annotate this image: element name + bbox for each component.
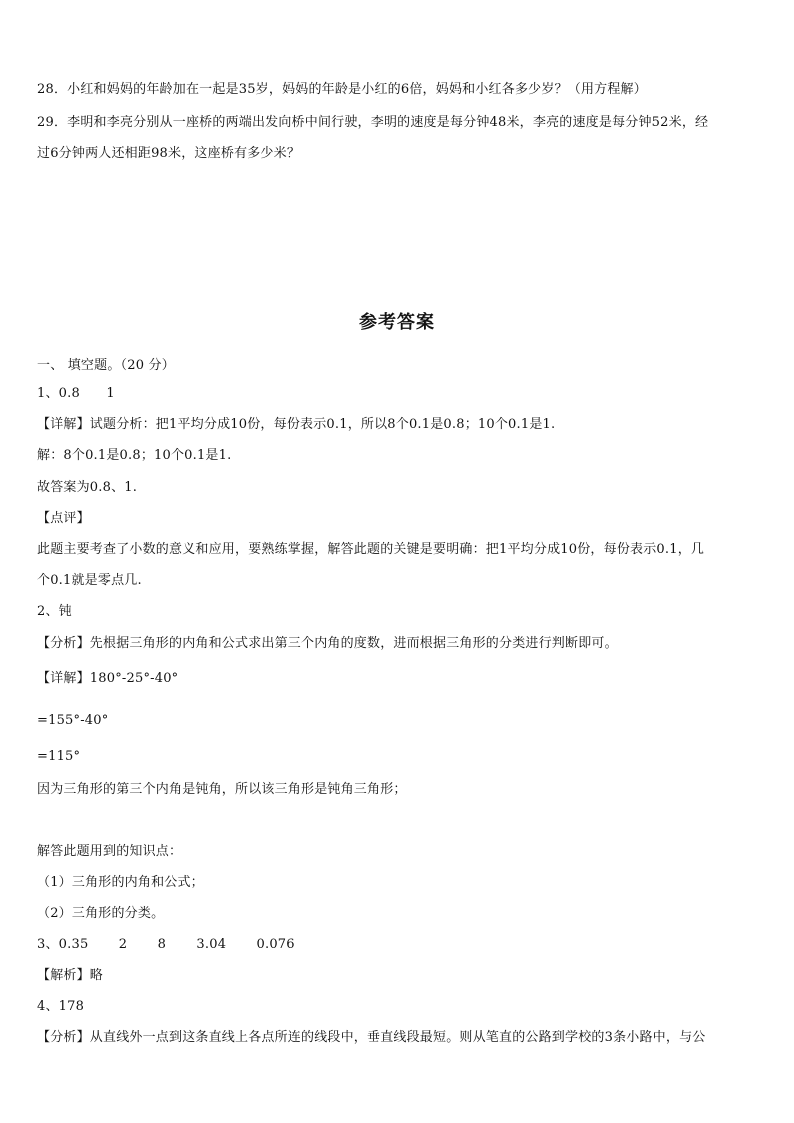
answer-1-detail: 【详解】试题分析：把1平均分成10份，每份表示0.1，所以8个0.1是0.8；10个0.1是1. — [37, 417, 556, 432]
answer-1-comment-tag: 【点评】 — [37, 511, 90, 526]
answer-3-value-5: 0.076 — [256, 937, 295, 952]
answer-4: 4、178 — [37, 999, 85, 1014]
answer-3-value-3: 8 — [157, 937, 167, 952]
answer-3-explain: 【解析】略 — [37, 968, 104, 983]
answer-1: 1、0.8 1 — [37, 386, 115, 401]
answer-3 — [37, 936, 321, 954]
answer-2-detail: 【详解】180°-25°-40° — [37, 671, 179, 686]
answers-title: 参考答案 — [359, 312, 435, 333]
question-29-line-2: 过6分钟两人还相距98米，这座桥有多少米？ — [37, 146, 301, 161]
answer-2: 2、钝 — [37, 604, 72, 619]
answer-1-comment-line-2: 个0.1就是零点几. — [37, 573, 142, 588]
answer-3-value-4: 3.04 — [196, 937, 227, 952]
answer-3-value-1: 3、0.35 — [37, 937, 89, 952]
answer-2-step-2: =115° — [37, 749, 81, 764]
answer-2-point-1: （1）三角形的内角和公式； — [37, 875, 204, 890]
question-28: 28．小红和妈妈的年龄加在一起是35岁，妈妈的年龄是小红的6倍，妈妈和小红各多少岁？（用方程解） — [37, 82, 647, 97]
section-heading: 一、 填空题。（20 分） — [37, 358, 175, 373]
answer-2-knowledge-intro: 解答此题用到的知识点： — [37, 844, 183, 859]
answer-3-value-2: 2 — [118, 937, 128, 952]
question-29-line-1: 29．李明和李亮分别从一座桥的两端出发向桥中间行驶，李明的速度是每分钟48米，李亮的速度是每分钟52米，经 — [37, 115, 709, 130]
answer-1-comment-line-1: 此题主要考查了小数的意义和应用，要熟练掌握，解答此题的关键是要明确：把1平均分成10份，每份表示0.1，几 — [37, 542, 705, 557]
answer-4-analysis: 【分析】从直线外一点到这条直线上各点所连的线段中，垂直线段最短。则从笔直的公路到学校的3条小路中，与公 — [37, 1030, 706, 1045]
answer-1-conclusion: 故答案为0.8、1. — [37, 480, 138, 495]
answer-2-analysis: 【分析】先根据三角形的内角和公式求出第三个内角的度数，进而根据三角形的分类进行判断即可。 — [37, 636, 618, 651]
answer-1-solution: 解：8个0.1是0.8；10个0.1是1. — [37, 448, 232, 463]
answer-2-reason: 因为三角形的第三个内角是钝角，所以该三角形是钝角三角形； — [37, 782, 407, 797]
answer-2-point-2: （2）三角形的分类。 — [37, 906, 165, 921]
answer-2-step-1: =155°-40° — [37, 713, 109, 728]
